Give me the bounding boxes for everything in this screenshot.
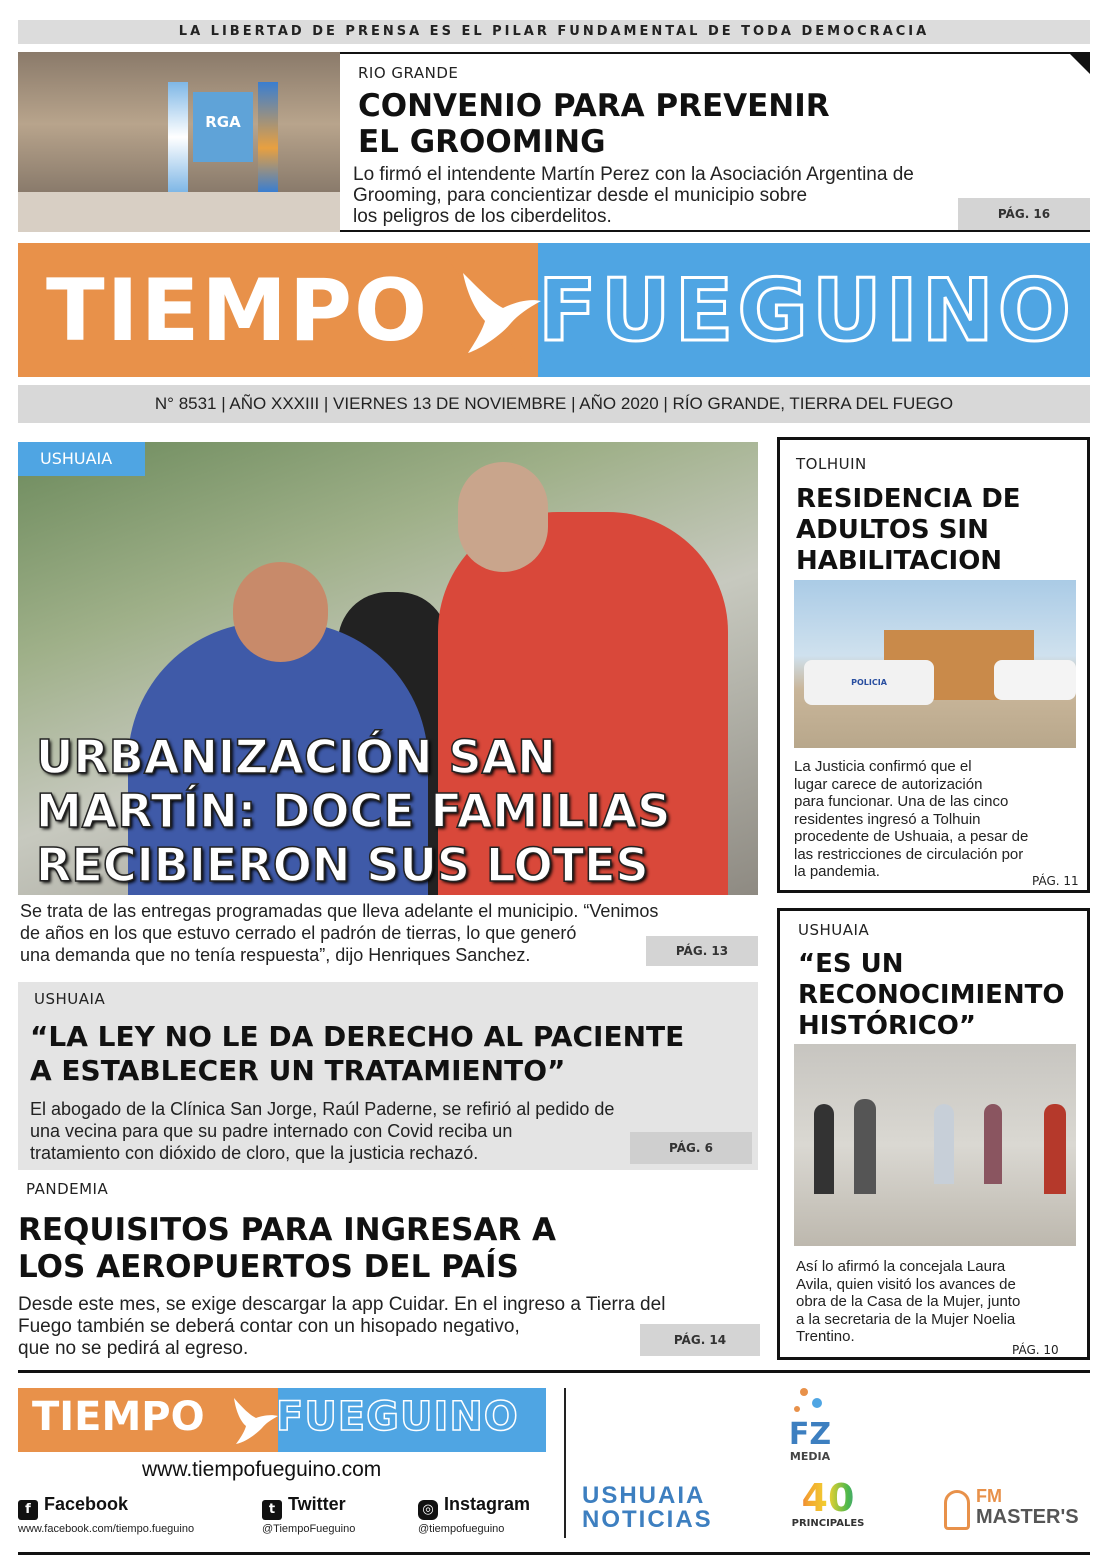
instagram-icon: ◎ xyxy=(418,1500,438,1520)
twitter-icon: t xyxy=(262,1500,282,1520)
fz-media-logo[interactable]: FZ MEDIA xyxy=(782,1384,838,1463)
story-ley-page: PÁG. 6 xyxy=(630,1132,752,1164)
footer-divider-top xyxy=(18,1370,1090,1373)
footer-separator xyxy=(564,1388,566,1538)
story-pandemia-dek: Desde este mes, se exige descargar la app Cuidar. En el ingreso a Tierra del Fuego también se deberá contar con un hisopado negativo, que no se pedirá al egreso. xyxy=(18,1294,666,1359)
top-story-section: RIO GRANDE xyxy=(358,64,459,82)
side-story-ushuaia[interactable] xyxy=(777,908,1090,1360)
police-truck: POLICIA xyxy=(804,660,934,705)
instagram-link[interactable]: ◎ Instagram @tiempofueguino xyxy=(418,1494,531,1535)
masthead-logo[interactable] xyxy=(18,243,1090,377)
story-ley-section: USHUAIA xyxy=(34,990,106,1008)
story-pandemia-page: PÁG. 14 xyxy=(640,1324,760,1356)
side-tolhuin-headline[interactable]: RESIDENCIA DE ADULTOS SIN HABILITACION xyxy=(796,484,1021,576)
microphone-icon xyxy=(944,1490,970,1530)
province-flag xyxy=(258,82,278,192)
top-story-headline[interactable]: CONVENIO PARA PREVENIR EL GROOMING xyxy=(358,88,830,160)
side-tolhuin-photo[interactable] xyxy=(794,580,1076,748)
fm-masters-logo[interactable]: FM MASTER'S xyxy=(944,1486,1079,1528)
footer-divider-bottom xyxy=(18,1552,1090,1555)
side-ushuaia-photo[interactable] xyxy=(794,1044,1076,1246)
motto-bar: LA LIBERTAD DE PRENSA ES EL PILAR FUNDAMENTAL DE TODA DEMOCRACIA xyxy=(18,20,1090,44)
facebook-link[interactable]: f Facebook www.facebook.com/tiempo.fueguino xyxy=(18,1494,195,1535)
masthead-right-word: FUEGUINO xyxy=(538,261,1075,361)
story-ley[interactable] xyxy=(18,982,758,1170)
side-tolhuin-page: PÁG. 11 xyxy=(1032,874,1079,888)
side-tolhuin-dek: La Justicia confirmó que el lugar carece de autorización para funcionar. Una de las cinco residentes ingresó a Tolhuin procedente de Ushuaia, a pesar de las restricciones de circulación por la pandemia. xyxy=(794,758,1029,880)
story-pandemia-section: PANDEMIA xyxy=(26,1180,109,1198)
main-story-section: USHUAIA xyxy=(18,442,145,476)
argentina-flag xyxy=(168,82,188,192)
los-40-logo[interactable]: 40 PRINCIPALES xyxy=(788,1478,868,1529)
top-story-dek: Lo firmó el intendente Martín Perez con la Asociación Argentina de Grooming, para concientizar desde el municipio sobre los peligros de los ciberdelitos. xyxy=(353,164,914,227)
issue-info-bar: N° 8531 | AÑO XXXIII | VIERNES 13 DE NOVIEMBRE | AÑO 2020 | RÍO GRANDE, TIERRA DEL FUEGO xyxy=(18,385,1090,423)
side-tolhuin-section: TOLHUIN xyxy=(796,455,867,473)
story-pandemia-headline[interactable]: REQUISITOS PARA INGRESAR A LOS AEROPUERTOS DEL PAÍS xyxy=(18,1212,557,1285)
footer-masthead-logo[interactable]: TIEMPO FUEGUINO xyxy=(18,1388,546,1452)
facebook-icon: f xyxy=(18,1500,38,1520)
main-story-dek: Se trata de las entregas programadas que lleva adelante el municipio. “Venimos de años en los que estuvo cerrado el padrón de tierras, lo que generó una demanda que no tenía respuesta”, dijo Henriques Sanchez. xyxy=(20,901,659,965)
main-story-headline[interactable]: URBANIZACIÓN SAN MARTÍN: DOCE FAMILIAS RECIBIERON SUS LOTES xyxy=(36,730,671,892)
rga-banner: RGA xyxy=(193,92,253,162)
corner-mark xyxy=(1070,54,1090,74)
side-ushuaia-dek: Así lo afirmó la concejala Laura Avila, quien visitó los avances de obra de la Casa de la Mujer, junto a la secretaria de la Mujer Noelia Trentino. xyxy=(796,1258,1021,1345)
side-ushuaia-section: USHUAIA xyxy=(798,921,870,939)
bird-icon xyxy=(443,253,543,363)
top-story-page: PÁG. 16 xyxy=(958,198,1090,230)
twitter-link[interactable]: t Twitter @TiempoFueguino xyxy=(262,1494,356,1535)
top-story-photo[interactable] xyxy=(18,52,340,232)
story-pandemia[interactable] xyxy=(18,1176,768,1366)
website-link[interactable]: www.tiempofueguino.com xyxy=(142,1458,382,1481)
story-ley-dek: El abogado de la Clínica San Jorge, Raúl Paderne, se refirió al pedido de una vecina para que su padre internado con Covid reciba un tratamiento con dióxido de cloro, que la justicia rechazó. xyxy=(30,1099,615,1163)
story-ley-headline[interactable]: “LA LEY NO LE DA DERECHO AL PACIENTE A ESTABLECER UN TRATAMIENTO” xyxy=(30,1020,685,1087)
side-story-tolhuin[interactable] xyxy=(777,437,1090,893)
masthead-left-word: TIEMPO xyxy=(46,261,430,361)
top-story[interactable] xyxy=(340,52,1090,232)
ushuaia-noticias-logo[interactable]: USHUAIA NOTICIAS xyxy=(582,1482,713,1533)
footer-bird-icon xyxy=(226,1392,280,1448)
side-ushuaia-headline[interactable]: “ES UN RECONOCIMIENTO HISTÓRICO” xyxy=(798,949,1065,1041)
side-ushuaia-page: PÁG. 10 xyxy=(1012,1343,1059,1357)
meeting-table xyxy=(18,192,340,232)
main-story-page: PÁG. 13 xyxy=(646,936,758,966)
